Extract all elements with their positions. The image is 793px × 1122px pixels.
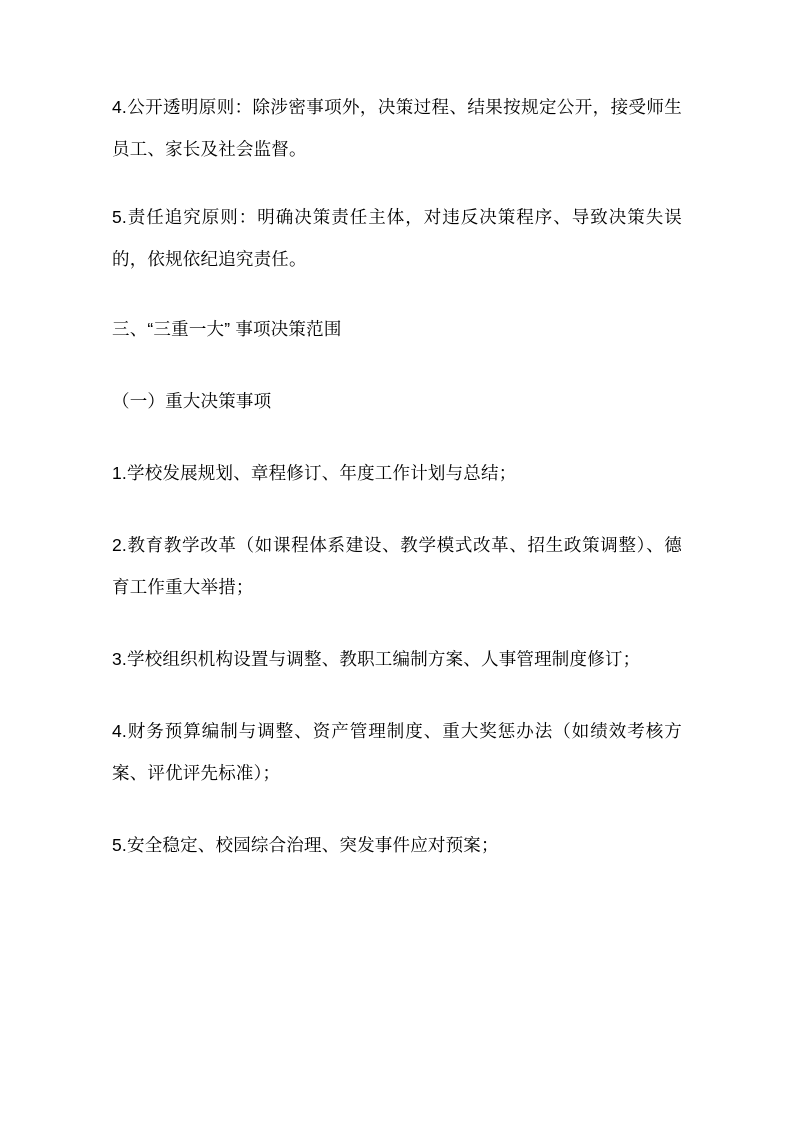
paragraph-item-4-budget-assets: 4.财务预算编制与调整、资产管理制度、重大奖惩办法（如绩效考核方案、评优评先标准）； [112,721,682,783]
document-body [112,86,682,866]
paragraph-item-2-education-reform: 2.教育教学改革（如课程体系建设、教学模式改革、招生政策调整）、德育工作重大举措； [112,535,682,597]
paragraph-principle-5-accountability: 5.责任追究原则：明确决策责任主体，对违反决策程序、导致决策失误的，依规依纪追究责任。 [112,207,682,269]
heading-section-three: 三、“三重一大” 事项决策范围 [112,319,342,339]
paragraph-item-3-organization-structure: 3.学校组织机构设置与调整、教职工编制方案、人事管理制度修订； [112,649,641,669]
heading-subsection-one: （一）重大决策事项 [112,391,272,411]
paragraph-principle-4-openness: 4.公开透明原则：除涉密事项外，决策过程、结果按规定公开，接受师生员工、家长及社会监督。 [112,97,682,159]
paragraph-item-5-safety-stability: 5.安全稳定、校园综合治理、突发事件应对预案； [112,835,499,855]
paragraph-item-1-development-plan: 1.学校发展规划、章程修订、年度工作计划与总结； [112,463,517,483]
